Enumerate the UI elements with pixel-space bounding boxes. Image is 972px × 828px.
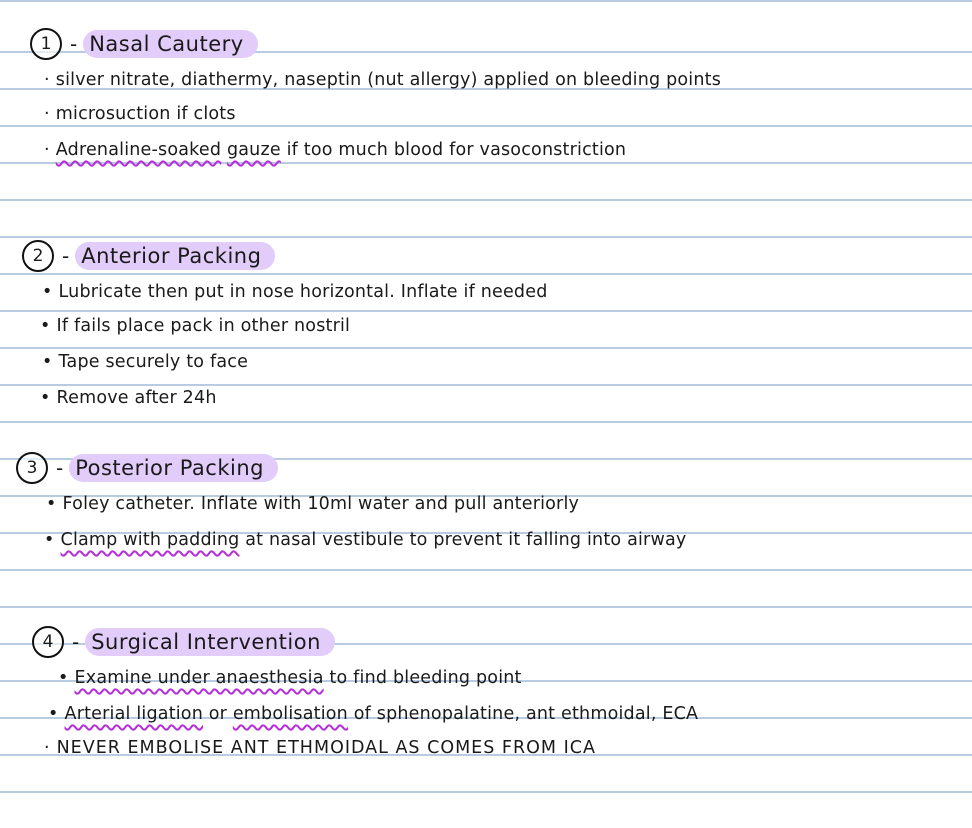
section-title: Anterior Packing (75, 242, 275, 270)
bullet-item: • Tape securely to face (42, 352, 249, 372)
section-heading: 4 - Surgical Intervention (32, 622, 335, 662)
underlined-text: gauze (226, 140, 281, 160)
section-heading: 3 - Posterior Packing (16, 448, 278, 488)
section-number: 3 (16, 452, 48, 484)
bullet-item: • Remove after 24h (40, 388, 217, 408)
bullet-text: silver nitrate, diathermy, naseptin (nut allergy) applied on bleeding points (55, 70, 722, 90)
section-title: Surgical Intervention (85, 628, 335, 656)
bullet-text: of sphenopalatine, ant ethmoidal, ECA (347, 704, 699, 724)
section-heading: 1 - Nasal Cautery (30, 24, 258, 64)
bullet-item: • Lubricate then put in nose horizontal. Inflate if needed (42, 282, 548, 302)
bullet-item: • Arterial ligation or embolisation of sphenopalatine, ant ethmoidal, ECA (48, 704, 699, 724)
bullet-text: NEVER EMBOLISE ANT ETHMOIDAL AS COMES FROM ICA (56, 738, 596, 758)
bullet-item: • Examine under anaesthesia to find bleeding point (58, 668, 522, 688)
section-heading: 2 - Anterior Packing (22, 236, 275, 276)
underlined-text: embolisation (232, 704, 348, 724)
underlined-text: Adrenaline-soaked (55, 140, 222, 160)
section-title: Nasal Cautery (83, 30, 257, 58)
bullet-item: · Adrenaline-soaked gauze if too much blood for vasoconstriction (44, 140, 627, 160)
section-number: 1 (30, 28, 62, 60)
bullet-item: • Foley catheter. Inflate with 10ml water and pull anteriorly (46, 494, 580, 514)
section-number: 2 (22, 240, 54, 272)
bullet-item: • Clamp with padding at nasal vestibule to prevent it falling into airway (44, 530, 687, 550)
bullet-item: · microsuction if clots (44, 104, 236, 124)
bullet-item: · NEVER EMBOLISE ANT ETHMOIDAL AS COMES FROM ICA (44, 738, 596, 758)
bullet-item: • If fails place pack in other nostril (40, 316, 351, 336)
bullet-text: Foley catheter. Inflate with 10ml water and pull anteriorly (62, 494, 580, 514)
bullet-text: to find bleeding point (323, 668, 522, 688)
bullet-text: if too much blood for vasoconstriction (280, 140, 627, 160)
underlined-text: Clamp with padding (60, 530, 240, 550)
bullet-text: If fails place pack in other nostril (56, 316, 351, 336)
section-title: Posterior Packing (69, 454, 278, 482)
bullet-text: Remove after 24h (56, 388, 217, 408)
underlined-text: Examine under anaesthesia (74, 668, 324, 688)
bullet-text: Tape securely to face (58, 352, 249, 372)
underlined-text: Arterial ligation (64, 704, 204, 724)
bullet-item: · silver nitrate, diathermy, naseptin (nut allergy) applied on bleeding points (44, 70, 722, 90)
section-number: 4 (32, 626, 64, 658)
bullet-text: microsuction if clots (55, 104, 236, 124)
bullet-text: Lubricate then put in nose horizontal. Inflate if needed (58, 282, 548, 302)
bullet-text: at nasal vestibule to prevent it falling into airway (239, 530, 687, 550)
